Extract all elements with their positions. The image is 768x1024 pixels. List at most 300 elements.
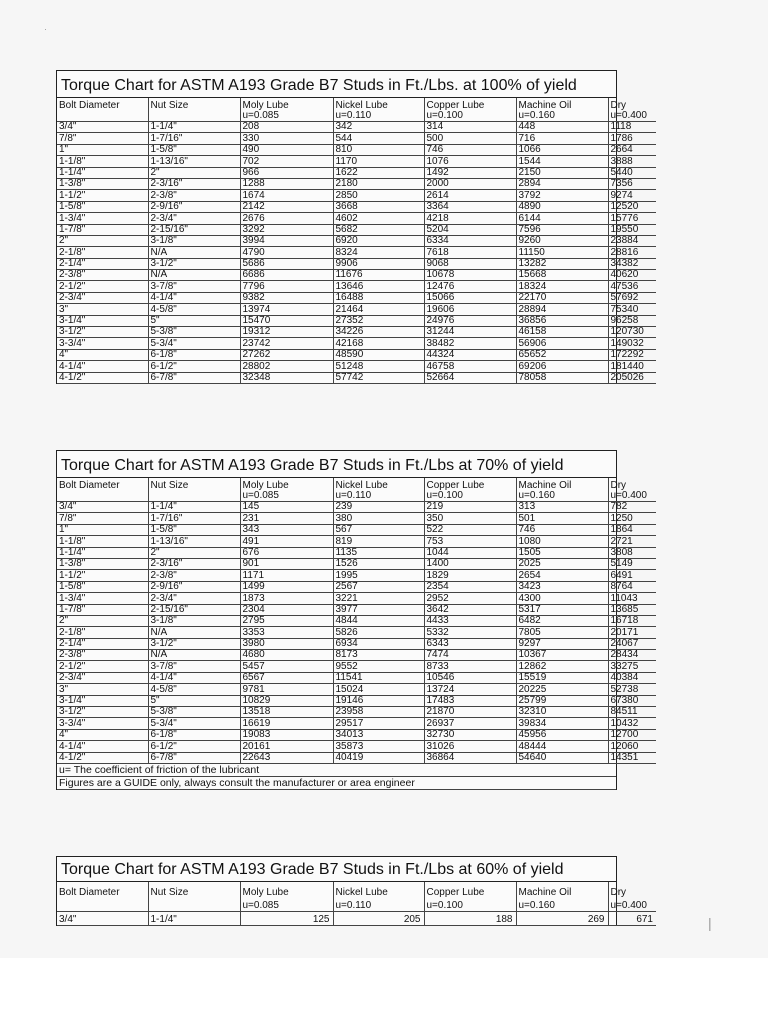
torque-value-cell: 3221 — [333, 593, 424, 604]
bolt-diameter-cell: 4-1/2" — [57, 372, 148, 383]
bolt-diameter-cell: 2-3/4" — [57, 292, 148, 303]
torque-value-cell: 27352 — [333, 315, 424, 326]
torque-value-cell: 9906 — [333, 258, 424, 269]
torque-value-cell: 67380 — [608, 695, 656, 706]
table-row — [57, 627, 656, 638]
torque-value-cell: 5826 — [333, 627, 424, 638]
torque-value-cell: 5686 — [240, 258, 333, 269]
nut-size-cell: 3-1/2" — [148, 258, 240, 269]
bolt-diameter-cell: 3" — [57, 684, 148, 695]
table-row — [57, 178, 656, 189]
friction-note: u= The coefficient of friction of the lubricant — [57, 764, 616, 777]
nut-size-cell: 2-9/16" — [148, 581, 240, 592]
torque-value-cell: 491 — [240, 536, 333, 547]
torque-value-cell: 676 — [240, 547, 333, 558]
torque-value-cell: 52738 — [608, 684, 656, 695]
torque-value-cell: 448 — [516, 122, 608, 133]
guide-note: Figures are a GUIDE only, always consult the manufacturer or area engineer — [57, 777, 616, 790]
table-row — [57, 304, 656, 315]
torque-value-cell: 15519 — [516, 672, 608, 683]
table-row — [57, 167, 656, 178]
nut-size-cell: 1-1/4" — [148, 122, 240, 133]
column-header: Copper Lube — [424, 98, 516, 111]
torque-table — [57, 98, 656, 384]
nut-size-cell: 5-3/8" — [148, 707, 240, 718]
table-row — [57, 156, 656, 167]
bolt-diameter-cell: 1-5/8" — [57, 581, 148, 592]
bolt-diameter-cell: 1-3/4" — [57, 213, 148, 224]
torque-value-cell: 1076 — [424, 156, 516, 167]
table-row — [57, 593, 656, 604]
torque-value-cell: 6934 — [333, 638, 424, 649]
nut-size-cell: 6-1/8" — [148, 729, 240, 740]
torque-value-cell: 1250 — [608, 513, 656, 524]
bolt-diameter-cell: 2-1/8" — [57, 247, 148, 258]
torque-value-cell: 3668 — [333, 201, 424, 212]
table-row — [57, 638, 656, 649]
torque-value-cell: 75340 — [608, 304, 656, 315]
chart-title: Torque Chart for ASTM A193 Grade B7 Studs in Ft./Lbs at 60% of yield — [57, 857, 616, 882]
friction-coefficient — [148, 491, 240, 502]
torque-value-cell: 172292 — [608, 349, 656, 360]
torque-value-cell: 16718 — [608, 615, 656, 626]
friction-coefficient: u=0.100 — [424, 111, 516, 122]
torque-value-cell: 8324 — [333, 247, 424, 258]
torque-value-cell: 36864 — [424, 752, 516, 763]
torque-value-cell: 56906 — [516, 338, 608, 349]
bolt-diameter-cell: 3-1/4" — [57, 695, 148, 706]
torque-value-cell: 11150 — [516, 247, 608, 258]
nut-size-cell: 2" — [148, 547, 240, 558]
torque-value-cell: 1786 — [608, 133, 656, 144]
table-row — [57, 372, 656, 383]
torque-value-cell: 6334 — [424, 235, 516, 246]
torque-value-cell: 380 — [333, 513, 424, 524]
bolt-diameter-cell: 1" — [57, 144, 148, 155]
bolt-diameter-cell: 3" — [57, 304, 148, 315]
bolt-diameter-cell: 1-1/8" — [57, 156, 148, 167]
friction-coefficient — [57, 111, 148, 122]
column-header: Dry — [610, 887, 627, 898]
torque-value-cell: 48444 — [516, 741, 608, 752]
friction-coefficient — [148, 111, 240, 122]
torque-value-cell: 22170 — [516, 292, 608, 303]
torque-value-cell: 966 — [240, 167, 333, 178]
torque-value-cell: 13685 — [608, 604, 656, 615]
friction-coefficient: u=0.160 — [516, 111, 608, 122]
table-row — [57, 707, 656, 718]
column-header: Bolt Diameter — [57, 478, 148, 491]
bolt-diameter-cell: 7/8" — [57, 513, 148, 524]
nut-size-cell: N/A — [148, 270, 240, 281]
bolt-diameter-cell: 2-3/8" — [57, 270, 148, 281]
torque-value-cell: 40419 — [333, 752, 424, 763]
table-row — [57, 327, 656, 338]
torque-value-cell: 12700 — [608, 729, 656, 740]
torque-value-cell: 4602 — [333, 213, 424, 224]
torque-value-cell: 36856 — [516, 315, 608, 326]
torque-value-cell: 14351 — [608, 752, 656, 763]
friction-coefficient: u=0.160 — [516, 491, 608, 502]
nut-size-cell: 2-9/16" — [148, 201, 240, 212]
table-row — [57, 235, 656, 246]
table-row — [57, 270, 656, 281]
torque-value-cell: 16488 — [333, 292, 424, 303]
torque-value-cell: 6144 — [516, 213, 608, 224]
torque-value-cell: 1499 — [240, 581, 333, 592]
torque-value-cell: 10367 — [516, 650, 608, 661]
torque-value-cell: 15066 — [424, 292, 516, 303]
nut-size-cell: 3-1/8" — [148, 615, 240, 626]
bolt-diameter-cell: 2-3/4" — [57, 672, 148, 683]
torque-value-cell: 38482 — [424, 338, 516, 349]
torque-value-cell: 671 — [608, 912, 656, 926]
friction-coefficient: u=0.100 — [424, 898, 516, 912]
torque-value-cell: 2180 — [333, 178, 424, 189]
bolt-diameter-cell: 7/8" — [57, 133, 148, 144]
torque-value-cell: 746 — [516, 524, 608, 535]
nut-size-cell: 1-7/16" — [148, 513, 240, 524]
torque-value-cell: 1492 — [424, 167, 516, 178]
torque-value-cell: 3292 — [240, 224, 333, 235]
torque-value-cell: 2721 — [608, 536, 656, 547]
table-row — [57, 729, 656, 740]
torque-value-cell: 330 — [240, 133, 333, 144]
table-row — [57, 144, 656, 155]
torque-value-cell: 25799 — [516, 695, 608, 706]
torque-value-cell: 4890 — [516, 201, 608, 212]
torque-value-cell: 2614 — [424, 190, 516, 201]
bolt-diameter-cell: 1-1/4" — [57, 547, 148, 558]
torque-value-cell: 2354 — [424, 581, 516, 592]
torque-value-cell: 343 — [240, 524, 333, 535]
torque-value-cell: 34226 — [333, 327, 424, 338]
torque-value-cell: 208 — [240, 122, 333, 133]
nut-size-cell: 1-5/8" — [148, 524, 240, 535]
nut-size-cell: 2-3/8" — [148, 570, 240, 581]
torque-value-cell: 490 — [240, 144, 333, 155]
nut-size-cell: 3-7/8" — [148, 281, 240, 292]
torque-value-cell: 27262 — [240, 349, 333, 360]
nut-size-cell: 5-3/4" — [148, 718, 240, 729]
torque-value-cell: 501 — [516, 513, 608, 524]
torque-value-cell: 32310 — [516, 707, 608, 718]
table-row — [57, 133, 656, 144]
table-row — [57, 122, 656, 133]
nut-size-cell: 2-3/4" — [148, 213, 240, 224]
torque-value-cell: 810 — [333, 144, 424, 155]
torque-value-cell: 19083 — [240, 729, 333, 740]
torque-value-cell: 3980 — [240, 638, 333, 649]
chart-title: Torque Chart for ASTM A193 Grade B7 Studs in Ft./Lbs. at 100% of yield — [57, 71, 616, 98]
torque-value-cell: 1044 — [424, 547, 516, 558]
table-row — [57, 201, 656, 212]
torque-value-cell: 57692 — [608, 292, 656, 303]
torque-value-cell: 1674 — [240, 190, 333, 201]
torque-value-cell: 746 — [424, 144, 516, 155]
nut-size-cell: 4-1/4" — [148, 672, 240, 683]
bolt-diameter-cell: 1-3/4" — [57, 593, 148, 604]
table-row — [57, 752, 656, 763]
torque-value-cell: 9781 — [240, 684, 333, 695]
torque-value-cell: 23958 — [333, 707, 424, 718]
friction-coefficient — [148, 898, 240, 912]
nut-size-cell: 2-15/16" — [148, 604, 240, 615]
torque-value-cell: 26937 — [424, 718, 516, 729]
torque-value-cell: 22643 — [240, 752, 333, 763]
table-row — [57, 224, 656, 235]
torque-value-cell: 5149 — [608, 558, 656, 569]
table-row — [57, 650, 656, 661]
torque-value-cell: 350 — [424, 513, 516, 524]
column-header: Machine Oil — [516, 478, 608, 491]
bolt-diameter-cell: 2-3/8" — [57, 650, 148, 661]
column-header: Nut Size — [148, 882, 240, 898]
torque-value-cell: 1066 — [516, 144, 608, 155]
torque-value-cell: 11676 — [333, 270, 424, 281]
torque-value-cell: 1080 — [516, 536, 608, 547]
torque-value-cell: 9382 — [240, 292, 333, 303]
bolt-diameter-cell: 2-1/4" — [57, 258, 148, 269]
torque-value-cell: 3364 — [424, 201, 516, 212]
torque-table — [57, 478, 656, 764]
torque-value-cell: 1171 — [240, 570, 333, 581]
torque-value-cell: 12060 — [608, 741, 656, 752]
torque-value-cell: 34013 — [333, 729, 424, 740]
torque-value-cell: 28802 — [240, 361, 333, 372]
nut-size-cell: N/A — [148, 650, 240, 661]
bolt-diameter-cell: 2" — [57, 615, 148, 626]
torque-value-cell: 8764 — [608, 581, 656, 592]
torque-value-cell: 17483 — [424, 695, 516, 706]
bolt-diameter-cell: 1-7/8" — [57, 224, 148, 235]
torque-value-cell: 188 — [424, 912, 516, 926]
torque-value-cell: 3423 — [516, 581, 608, 592]
torque-value-cell: 57742 — [333, 372, 424, 383]
bolt-diameter-cell: 1-3/8" — [57, 558, 148, 569]
torque-chart-60-percent — [56, 856, 653, 926]
torque-value-cell: 9260 — [516, 235, 608, 246]
table-row — [57, 292, 656, 303]
torque-value-cell: 28816 — [608, 247, 656, 258]
torque-value-cell: 32730 — [424, 729, 516, 740]
table-row — [57, 718, 656, 729]
friction-coefficient: u=0.110 — [333, 491, 424, 502]
nut-size-cell: 6-1/8" — [148, 349, 240, 360]
nut-size-cell: 1-1/4" — [148, 502, 240, 513]
nut-size-cell: 4-5/8" — [148, 304, 240, 315]
torque-value-cell: 10546 — [424, 672, 516, 683]
torque-value-cell: 9297 — [516, 638, 608, 649]
nut-size-cell: 2-3/8" — [148, 190, 240, 201]
torque-value-cell: 342 — [333, 122, 424, 133]
header-row — [57, 882, 656, 898]
nut-size-cell: N/A — [148, 627, 240, 638]
torque-value-cell: 40384 — [608, 672, 656, 683]
torque-value-cell: 3994 — [240, 235, 333, 246]
torque-value-cell: 7796 — [240, 281, 333, 292]
column-header: Copper Lube — [424, 478, 516, 491]
torque-value-cell: 205 — [333, 912, 424, 926]
torque-value-cell: 819 — [333, 536, 424, 547]
table-row — [57, 741, 656, 752]
torque-value-cell: 19606 — [424, 304, 516, 315]
torque-value-cell: 5440 — [608, 167, 656, 178]
column-header: Bolt Diameter — [57, 882, 148, 898]
torque-value-cell: 1873 — [240, 593, 333, 604]
torque-value-cell: 13518 — [240, 707, 333, 718]
table-row — [57, 912, 656, 926]
torque-value-cell: 1995 — [333, 570, 424, 581]
torque-value-cell: 2142 — [240, 201, 333, 212]
table-row — [57, 247, 656, 258]
torque-value-cell: 9552 — [333, 661, 424, 672]
nut-size-cell: 5-3/8" — [148, 327, 240, 338]
torque-value-cell: 702 — [240, 156, 333, 167]
torque-value-cell: 47536 — [608, 281, 656, 292]
torque-value-cell: 19146 — [333, 695, 424, 706]
table-row — [57, 502, 656, 513]
torque-value-cell: 10829 — [240, 695, 333, 706]
torque-value-cell: 15668 — [516, 270, 608, 281]
torque-value-cell: 2304 — [240, 604, 333, 615]
torque-value-cell: 120730 — [608, 327, 656, 338]
torque-value-cell: 313 — [516, 502, 608, 513]
nut-size-cell: 1-7/16" — [148, 133, 240, 144]
torque-value-cell: 65652 — [516, 349, 608, 360]
bolt-diameter-cell: 2" — [57, 235, 148, 246]
torque-value-cell: 3353 — [240, 627, 333, 638]
nut-size-cell: 6-7/8" — [148, 752, 240, 763]
torque-value-cell: 13646 — [333, 281, 424, 292]
coefficient-row — [57, 491, 656, 502]
torque-value-cell: 28894 — [516, 304, 608, 315]
column-header: Nickel Lube — [333, 882, 424, 898]
bolt-diameter-cell: 1-1/2" — [57, 570, 148, 581]
torque-value-cell: 4300 — [516, 593, 608, 604]
table-row — [57, 581, 656, 592]
torque-value-cell: 12476 — [424, 281, 516, 292]
torque-value-cell: 33275 — [608, 661, 656, 672]
torque-value-cell: 6491 — [608, 570, 656, 581]
torque-value-cell: 46758 — [424, 361, 516, 372]
torque-value-cell: 4680 — [240, 650, 333, 661]
table-row — [57, 281, 656, 292]
torque-chart-70-percent — [56, 450, 647, 790]
torque-value-cell: 753 — [424, 536, 516, 547]
nut-size-cell: 1-1/4" — [148, 912, 240, 926]
torque-value-cell: 23884 — [608, 235, 656, 246]
bolt-diameter-cell: 1-7/8" — [57, 604, 148, 615]
torque-value-cell: 1864 — [608, 524, 656, 535]
bolt-diameter-cell: 1-1/4" — [57, 167, 148, 178]
torque-value-cell: 6920 — [333, 235, 424, 246]
friction-coefficient: u=0.085 — [240, 111, 333, 122]
nut-size-cell: 1-13/16" — [148, 536, 240, 547]
bolt-diameter-cell: 2-1/2" — [57, 661, 148, 672]
torque-value-cell: 10678 — [424, 270, 516, 281]
torque-value-cell: 2025 — [516, 558, 608, 569]
torque-value-cell: 500 — [424, 133, 516, 144]
bolt-diameter-cell: 1-1/2" — [57, 190, 148, 201]
friction-coefficient: u=0.160 — [516, 898, 608, 912]
torque-value-cell: 28434 — [608, 650, 656, 661]
torque-value-cell: 20171 — [608, 627, 656, 638]
column-header: Copper Lube — [424, 882, 516, 898]
nut-size-cell: 3-1/2" — [148, 638, 240, 649]
torque-value-cell: 2952 — [424, 593, 516, 604]
torque-value-cell: 52664 — [424, 372, 516, 383]
torque-value-cell: 2654 — [516, 570, 608, 581]
torque-value-cell: 4218 — [424, 213, 516, 224]
torque-value-cell: 39834 — [516, 718, 608, 729]
torque-value-cell: 15776 — [608, 213, 656, 224]
torque-value-cell: 11043 — [608, 593, 656, 604]
table-row — [57, 213, 656, 224]
torque-value-cell: 716 — [516, 133, 608, 144]
torque-value-cell: 5204 — [424, 224, 516, 235]
bolt-diameter-cell: 3-3/4" — [57, 338, 148, 349]
torque-value-cell: 2795 — [240, 615, 333, 626]
torque-value-cell: 269 — [516, 912, 608, 926]
table-row — [57, 661, 656, 672]
table-row — [57, 695, 656, 706]
bolt-diameter-cell: 3-3/4" — [57, 718, 148, 729]
torque-value-cell: 32348 — [240, 372, 333, 383]
torque-value-cell: 125 — [240, 912, 333, 926]
torque-value-cell: 7618 — [424, 247, 516, 258]
bolt-diameter-cell: 3-1/4" — [57, 315, 148, 326]
nut-size-cell: 4-5/8" — [148, 684, 240, 695]
torque-value-cell: 181440 — [608, 361, 656, 372]
torque-value-cell: 149032 — [608, 338, 656, 349]
torque-value-cell: 2664 — [608, 144, 656, 155]
column-header: Machine Oil — [516, 98, 608, 111]
nut-size-cell: 5-3/4" — [148, 338, 240, 349]
column-header: Moly Lube — [240, 98, 333, 111]
torque-value-cell: 2676 — [240, 213, 333, 224]
column-header: Moly Lube — [240, 478, 333, 491]
nut-size-cell: 1-13/16" — [148, 156, 240, 167]
torque-value-cell: 19550 — [608, 224, 656, 235]
torque-value-cell: 21464 — [333, 304, 424, 315]
nut-size-cell: 6-1/2" — [148, 741, 240, 752]
bolt-diameter-cell: 3-1/2" — [57, 707, 148, 718]
torque-value-cell: 51248 — [333, 361, 424, 372]
friction-coefficient: u=0.400 — [608, 491, 656, 502]
coefficient-row — [57, 111, 656, 122]
table-row — [57, 513, 656, 524]
torque-value-cell: 24976 — [424, 315, 516, 326]
torque-value-cell: 1622 — [333, 167, 424, 178]
torque-value-cell: 54640 — [516, 752, 608, 763]
torque-value-cell: 6567 — [240, 672, 333, 683]
column-header: Moly Lube — [240, 882, 333, 898]
table-row — [57, 536, 656, 547]
nut-size-cell: 4-1/4" — [148, 292, 240, 303]
torque-value-cell: 5682 — [333, 224, 424, 235]
torque-value-cell: 1505 — [516, 547, 608, 558]
torque-value-cell: 21870 — [424, 707, 516, 718]
torque-value-cell: 1526 — [333, 558, 424, 569]
torque-value-cell: 13282 — [516, 258, 608, 269]
torque-value-cell: 3642 — [424, 604, 516, 615]
table-row — [57, 684, 656, 695]
bolt-diameter-cell: 1-5/8" — [57, 201, 148, 212]
torque-value-cell: 12520 — [608, 201, 656, 212]
torque-value-cell: 12862 — [516, 661, 608, 672]
torque-value-cell: 2567 — [333, 581, 424, 592]
